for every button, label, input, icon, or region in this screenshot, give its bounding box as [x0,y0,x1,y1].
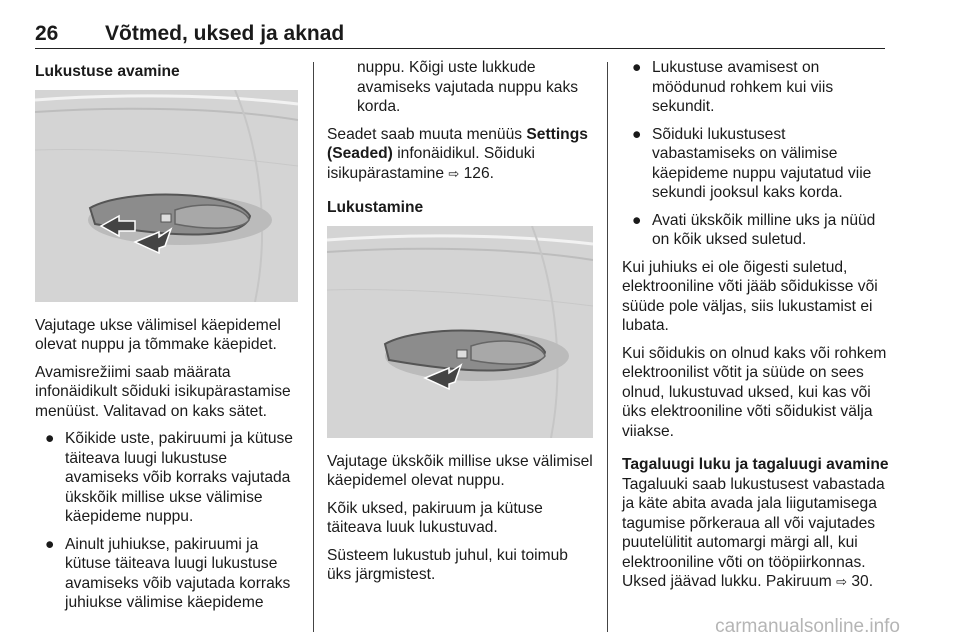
paragraph: Tagaluuki saab lukustusest vabastada ja käte abita avada jala liigutamisega tagumise põrkeraua all või vajutades puutelülitit automargi märgi all, kui elektrooniline võti on tööpiirkonnas. Uksed jäävad lukku. Pakiruum ⇨ 30. [622,475,885,590]
bullet-list [622,58,890,250]
column-divider [607,62,608,632]
paragraph: Kui sõidukis on olnud kaks või rohkem elektroonilist võtit ja süüde on sees olnud, lukustuvad uksed, kui kas või üks elektrooniline võti sõidukist välja viiakse. [622,344,887,440]
bullet-icon: ● [632,211,642,229]
paragraph: Avamisrežiimi saab määrata infonäidikult sõiduki isikupärastamise menüüst. Valitavad on kaks sätet. [35,363,291,420]
section-heading-unlocking: Lukustuse avamine [35,63,180,80]
page-reference-icon: ⇨ [836,575,847,590]
bullet-list [35,429,299,613]
page-number: 26 [35,22,59,45]
page-reference-icon: ⇨ [448,166,460,182]
watermark: carmanualsonline.info [715,616,900,637]
list-item: ● Sõiduki lukustusest vabastamiseks on välimise käepideme nuppu vajutatud viie sekundi jooksul kaks korda. [632,125,872,201]
chapter-title: Võtmed, uksed ja aknad [105,22,345,45]
list-item: ● Lukustuse avamisest on möödunud rohkem kui viis sekundit. [632,59,834,115]
paragraph: Vajutage ukse välimisel käepidemel olevat nuppu ja tõmmake käepidet. [35,316,281,353]
paragraph: Seadet saab muuta menüüs Settings (Seaded) infonäidikul. Sõiduki isikupärastamine ⇨ 126. [327,125,588,182]
section-heading-locking: Lukustamine [327,199,424,216]
page-reference: 30. [851,573,874,590]
column-divider [313,62,314,632]
bullet-icon: ● [45,535,55,553]
page-reference: 126. [463,164,494,182]
column-1 [35,62,299,621]
section-heading-tailgate: Tagaluugi luku ja tagaluugi avamine [622,456,889,473]
paragraph-continuation: nuppu. Kõigi uste lukkude avamiseks vajutada nuppu kaks korda. [357,59,579,115]
door-handle-lock-illustration [327,226,593,438]
bullet-icon: ● [45,430,55,447]
list-item: ● Avati ükskõik milline uks ja nüüd on kõik uksed suletud. [632,211,876,248]
paragraph: Kui juhiuks ei ole õigesti suletud, elektrooniline võti jääb sõidukisse või süüde pole väljas, siis lukustamist ei lubata. [622,258,878,334]
column-3 [622,58,890,601]
paragraph: Kõik uksed, pakiruum ja kütuse täiteava luuk lukustuvad. [327,499,543,536]
page-header [35,18,885,49]
list-item: ● Kõikide uste, pakiruumi ja kütuse täiteava luugi lukustuse avamiseks võib korraks vajutada ükskõik millise ukse välimise käepideme nuppu. [45,430,293,525]
paragraph: Vajutage ükskõik millise ukse välimisel käepidemel olevat nuppu. [327,452,593,489]
list-item: ● Ainult juhiukse, pakiruumi ja kütuse täiteava luugi lukustuse avamiseks võib vajutada korraks juhiukse välimise käepideme [45,535,291,611]
menu-name: Settings (Seaded) [327,125,588,162]
column-2 [327,58,595,593]
door-handle-unlock-illustration [35,90,298,302]
bullet-icon: ● [632,59,642,76]
paragraph: Süsteem lukustub juhul, kui toimub üks järgmistest. [327,546,568,583]
bullet-icon: ● [632,125,642,143]
